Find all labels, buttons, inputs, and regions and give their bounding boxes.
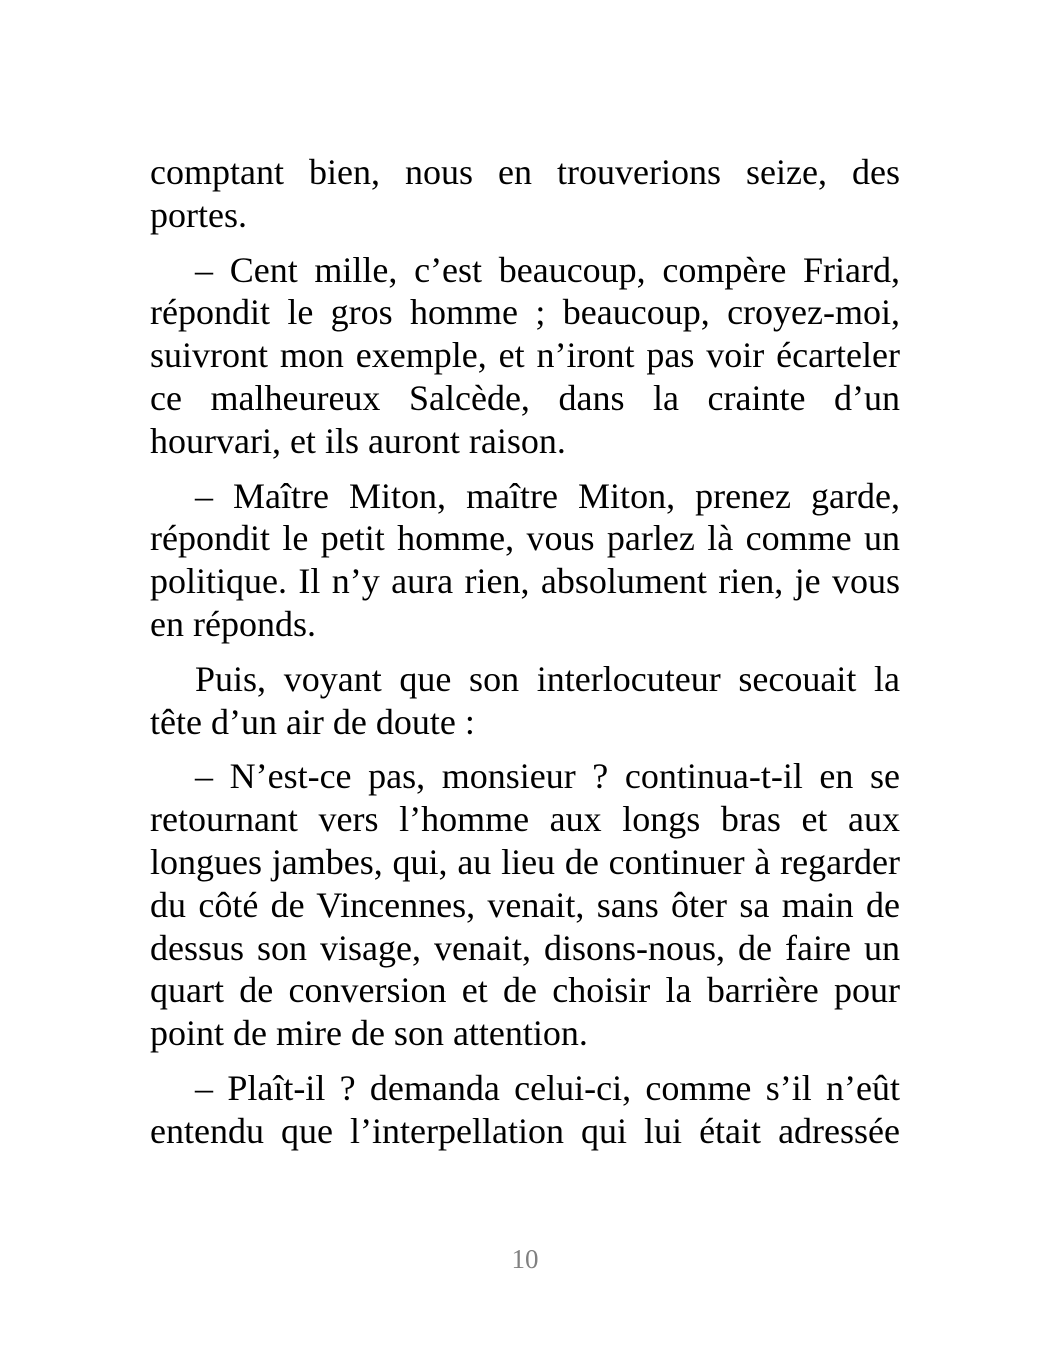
paragraph-dialogue: – Maître Miton, maître Miton, prenez garde, répondit le petit homme, vous parlez là comme un politique. Il n’y aura rien, absolument rien, je vous en réponds. — [150, 475, 900, 644]
page-number: 10 — [511, 1244, 539, 1274]
paragraph-dialogue: – Cent mille, c’est beaucoup, compère Friard, répondit le gros homme ; beaucoup, croyez-moi, suivront mon exemple, et n’iront pas voir écarteler ce malheureux Salcède, dans la crainte d’un hourvari, et ils auront raison. — [150, 249, 900, 461]
paragraph-continued: comptant bien, nous en trouverions seize, des portes. — [150, 152, 900, 235]
body-text — [150, 151, 900, 1165]
paragraph-narration: Puis, voyant que son interlocuteur secouait la tête d’un air de doute : — [150, 658, 900, 742]
paragraph-dialogue-continues: – Plaît-il ? demanda celui-ci, comme s’il n’eût entendu que l’interpellation qui lui était adressée — [150, 1067, 900, 1151]
paragraph-dialogue: – N’est-ce pas, monsieur ? continua-t-il en se retournant vers l’homme aux longs bras et aux longues jambes, qui, au lieu de continuer à regarder du côté de Vincennes, venait, sans ôter sa main de dessus son visage, venait, disons-nous, de faire un quart de conversion et de choisir la barrière pour point de mire de son attention. — [150, 756, 900, 1054]
